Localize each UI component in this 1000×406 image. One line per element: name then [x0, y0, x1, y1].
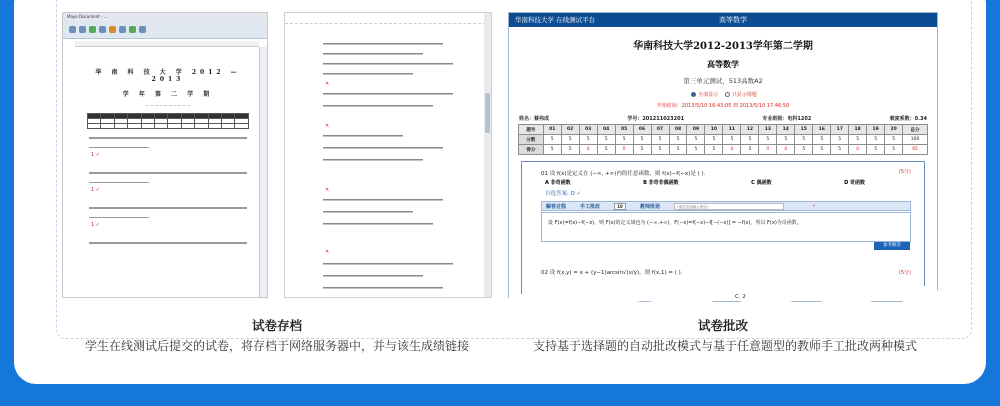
- score-full-cell: 5: [795, 135, 813, 145]
- score-full-cell: 5: [759, 135, 777, 145]
- score-got-cell: 0: [723, 145, 741, 155]
- vertical-scrollbar[interactable]: [484, 13, 491, 297]
- question-line: [89, 217, 149, 219]
- score-full-cell: 5: [813, 135, 831, 145]
- score-header-cell: 20: [885, 125, 903, 135]
- wrong-mark: ✕: [325, 249, 330, 255]
- text-line: [323, 147, 443, 149]
- score-header-cell: 08: [669, 125, 687, 135]
- window-title: Mayo Document - ...: [63, 13, 267, 21]
- question-2-points: (5分): [898, 270, 911, 276]
- toolbar: [63, 21, 267, 39]
- doc-info-line: — — — — — — — — — —: [145, 103, 191, 107]
- score-full-cell: 5: [543, 135, 561, 145]
- score-full-cell: 5: [723, 135, 741, 145]
- score-got-cell: 5: [831, 145, 849, 155]
- page-icon: [119, 26, 126, 33]
- tab-manual-grade[interactable]: 手工批改: [580, 203, 601, 210]
- platform-header: [509, 13, 937, 27]
- score-full-cell: 5: [777, 135, 795, 145]
- tab-solution[interactable]: 解答过程: [546, 203, 567, 210]
- score-got-cell: 0: [849, 145, 867, 155]
- search-icon: [139, 26, 146, 33]
- grading-screenshot: [508, 12, 938, 302]
- reference-answer-button[interactable]: 参考解答: [874, 242, 910, 250]
- score-full-cell: 5: [669, 135, 687, 145]
- question-line: [89, 147, 149, 149]
- text-line: [323, 105, 433, 107]
- score-full-cell: 5: [741, 135, 759, 145]
- text-line: [323, 263, 453, 265]
- score-got-cell: 65: [903, 145, 928, 155]
- question-2: 02 设 f(x,y) = x + (y−1)arcsin√(x/y)，则 f(x,1) = ( ).: [541, 270, 683, 276]
- option-d: D 奇函数: [844, 180, 865, 186]
- score-got-cell: 5: [561, 145, 579, 155]
- score-got-cell: 5: [597, 145, 615, 155]
- open-icon: [69, 26, 76, 33]
- score-header-cell: 18: [849, 125, 867, 135]
- scroll-thumb[interactable]: [485, 93, 490, 133]
- score-header-cell: 13: [759, 125, 777, 135]
- question-line: [89, 182, 149, 184]
- score-header-cell: 06: [633, 125, 651, 135]
- student-id: 学号：201211023201: [627, 116, 685, 122]
- doc-title: 华 南 科 技 大 学 2012 — 2013: [95, 69, 241, 83]
- annotate-icon: [109, 26, 116, 33]
- score-header-cell: 07: [651, 125, 669, 135]
- score-got-cell: 5: [705, 145, 723, 155]
- export-icon: [129, 26, 136, 33]
- check-icon: ✓: [576, 191, 582, 197]
- score-row-label: 得分: [519, 145, 544, 155]
- radio-show-wrong-label[interactable]: 只显示错题: [731, 92, 757, 98]
- course-header: 高等数学: [719, 16, 747, 24]
- score-header-cell: 05: [615, 125, 633, 135]
- correct-mark: 1 ✓: [91, 152, 100, 158]
- score-full-cell: 5: [615, 135, 633, 145]
- score-got-cell: 5: [669, 145, 687, 155]
- score-header-cell: 12: [741, 125, 759, 135]
- page2-content: [285, 13, 485, 298]
- tab-teacher-comment[interactable]: 教师批语: [640, 203, 661, 210]
- wrong-mark: ✕: [325, 187, 330, 193]
- score-full-cell: 5: [597, 135, 615, 145]
- ruler: [75, 41, 259, 47]
- difficulty: 难度系数：0.34: [889, 116, 927, 122]
- score-got-cell: 0: [777, 145, 795, 155]
- score-got-cell: 5: [885, 145, 903, 155]
- question-1-points: (5分): [898, 169, 911, 175]
- vertical-scrollbar[interactable]: [259, 47, 267, 298]
- score-header-cell: 14: [777, 125, 795, 135]
- score-header-cell: 17: [831, 125, 849, 135]
- text-line: [323, 73, 413, 75]
- archive-caption-text: 学生在线测试后提交的试卷，将存档于网络服务器中，并与该生成绩链接: [84, 339, 469, 353]
- correct-mark: 1 ✓: [91, 222, 100, 228]
- score-got-cell: 5: [813, 145, 831, 155]
- radio-show-wrong[interactable]: [725, 92, 730, 97]
- text-line: [323, 211, 413, 213]
- text-line: [323, 63, 453, 65]
- wrong-mark: ✕: [325, 81, 330, 87]
- text-line: [323, 223, 433, 225]
- check-icon: ✓: [812, 203, 817, 209]
- score-row-label: 题号: [519, 125, 544, 135]
- doc-subtitle: 学 年 第 二 学 期: [122, 91, 214, 98]
- score-full-cell: 5: [633, 135, 651, 145]
- score-got-cell: 5: [795, 145, 813, 155]
- score-header-cell: 11: [723, 125, 741, 135]
- text-line: [323, 93, 453, 95]
- auto-answer: [545, 189, 581, 197]
- score-got-cell: 5: [651, 145, 669, 155]
- score-got-cell: 5: [543, 145, 561, 155]
- text-line: [323, 287, 443, 289]
- score-got-cell: 0: [759, 145, 777, 155]
- archive-screenshot-document: [62, 12, 268, 298]
- text-line: [323, 53, 423, 55]
- score-header-cell: 01: [543, 125, 561, 135]
- grading-tabs: [541, 201, 911, 211]
- score-got-cell: 5: [687, 145, 705, 155]
- question-line: [89, 137, 247, 139]
- question-line: [89, 172, 247, 174]
- score-full-cell: 5: [561, 135, 579, 145]
- teacher-comment-input[interactable]: (请在这里输入批语): [674, 203, 784, 210]
- zoom-icon: [99, 26, 106, 33]
- score-got-cell: 5: [741, 145, 759, 155]
- platform-name: 华南科技大学 在线测试平台: [515, 16, 596, 24]
- option-b: B 非奇非偶函数: [643, 180, 679, 186]
- score-header-cell: 总分: [903, 125, 928, 135]
- display-filter: [509, 91, 937, 98]
- course-name: 高等数学: [707, 59, 739, 69]
- score-header-cell: 10: [705, 125, 723, 135]
- score-header-cell: 19: [867, 125, 885, 135]
- archive-caption-title: 试卷存档: [251, 318, 302, 333]
- text-line: [323, 275, 423, 277]
- option-a: A 非奇函数: [545, 180, 571, 186]
- score-got-cell: 5: [633, 145, 651, 155]
- question-2-option-c: C. 2: [735, 294, 746, 300]
- text-line: [323, 199, 443, 201]
- radio-show-all[interactable]: [691, 92, 696, 97]
- save-icon: [79, 26, 86, 33]
- document-page: [83, 51, 253, 298]
- exam-time: 开始时间：2013/5/10 16:43:05 到 2013/5/10 17:46:50: [656, 103, 790, 109]
- score-got-cell: 0: [615, 145, 633, 155]
- score-full-cell: 5: [687, 135, 705, 145]
- score-full-cell: 5: [831, 135, 849, 145]
- auto-answer-text: 自选答案: D: [545, 191, 575, 197]
- doc-score-table: [87, 113, 249, 129]
- score-header-cell: 04: [597, 125, 615, 135]
- score-header-cell: 09: [687, 125, 705, 135]
- correct-mark: 1 ✓: [91, 187, 100, 193]
- wrong-mark: ✕: [325, 123, 330, 129]
- radio-show-all-label[interactable]: 全部显示: [698, 92, 719, 98]
- exam-title: 华南科技大学2012-2013学年第二学期: [633, 41, 813, 52]
- question-1: 01 设 f(x)是定义在 (−∞, +∞)内的任意函数，则 f(x)−f(−x)是 ( ).: [541, 171, 706, 177]
- student-info: [509, 115, 937, 122]
- score-full-cell: 5: [849, 135, 867, 145]
- grading-caption-title: 试卷批改: [697, 318, 748, 333]
- text-line: [323, 159, 423, 161]
- score-got-cell: 5: [867, 145, 885, 155]
- print-icon: [89, 26, 96, 33]
- question-line: [89, 242, 247, 244]
- score-header-cell: 15: [795, 125, 813, 135]
- score-got-cell: 0: [579, 145, 597, 155]
- score-full-cell: 5: [651, 135, 669, 145]
- torn-edge: [508, 286, 940, 306]
- score-header-cell: 16: [813, 125, 831, 135]
- score-full-cell: 5: [867, 135, 885, 145]
- archive-screenshot-page2: [284, 12, 492, 298]
- score-header-cell: 02: [561, 125, 579, 135]
- question-1-options: [545, 179, 865, 186]
- student-name: 姓名：蔡伟成: [519, 116, 550, 122]
- page-divider: [285, 23, 491, 24]
- question-line: [89, 207, 247, 209]
- score-full-cell: 5: [579, 135, 597, 145]
- student-class: 专业班级：电科1202: [762, 116, 812, 122]
- manual-score-input[interactable]: 10: [614, 203, 626, 210]
- exam-name: 第三单元测试，513高数A2: [683, 77, 763, 85]
- text-line: [323, 43, 443, 45]
- score-header-cell: 03: [579, 125, 597, 135]
- score-full-cell: 5: [885, 135, 903, 145]
- score-table: [518, 124, 928, 155]
- solution-text: 设 F(x)=f(x)−f(−x)，则 F(x)的定义域也为 (−∞,+∞)，F(−x)=f(−x)−f[−(−x)] = −f(x)，所以 F(x)为奇函数。: [541, 212, 911, 242]
- score-row-label: 分数: [519, 135, 544, 145]
- option-c: C 偶函数: [751, 180, 772, 186]
- grading-caption-text: 支持基于选择题的自动批改模式与基于任意题型的教师手工批改两种模式: [532, 339, 917, 353]
- text-line: [323, 135, 403, 137]
- score-full-cell: 100: [903, 135, 928, 145]
- score-full-cell: 5: [705, 135, 723, 145]
